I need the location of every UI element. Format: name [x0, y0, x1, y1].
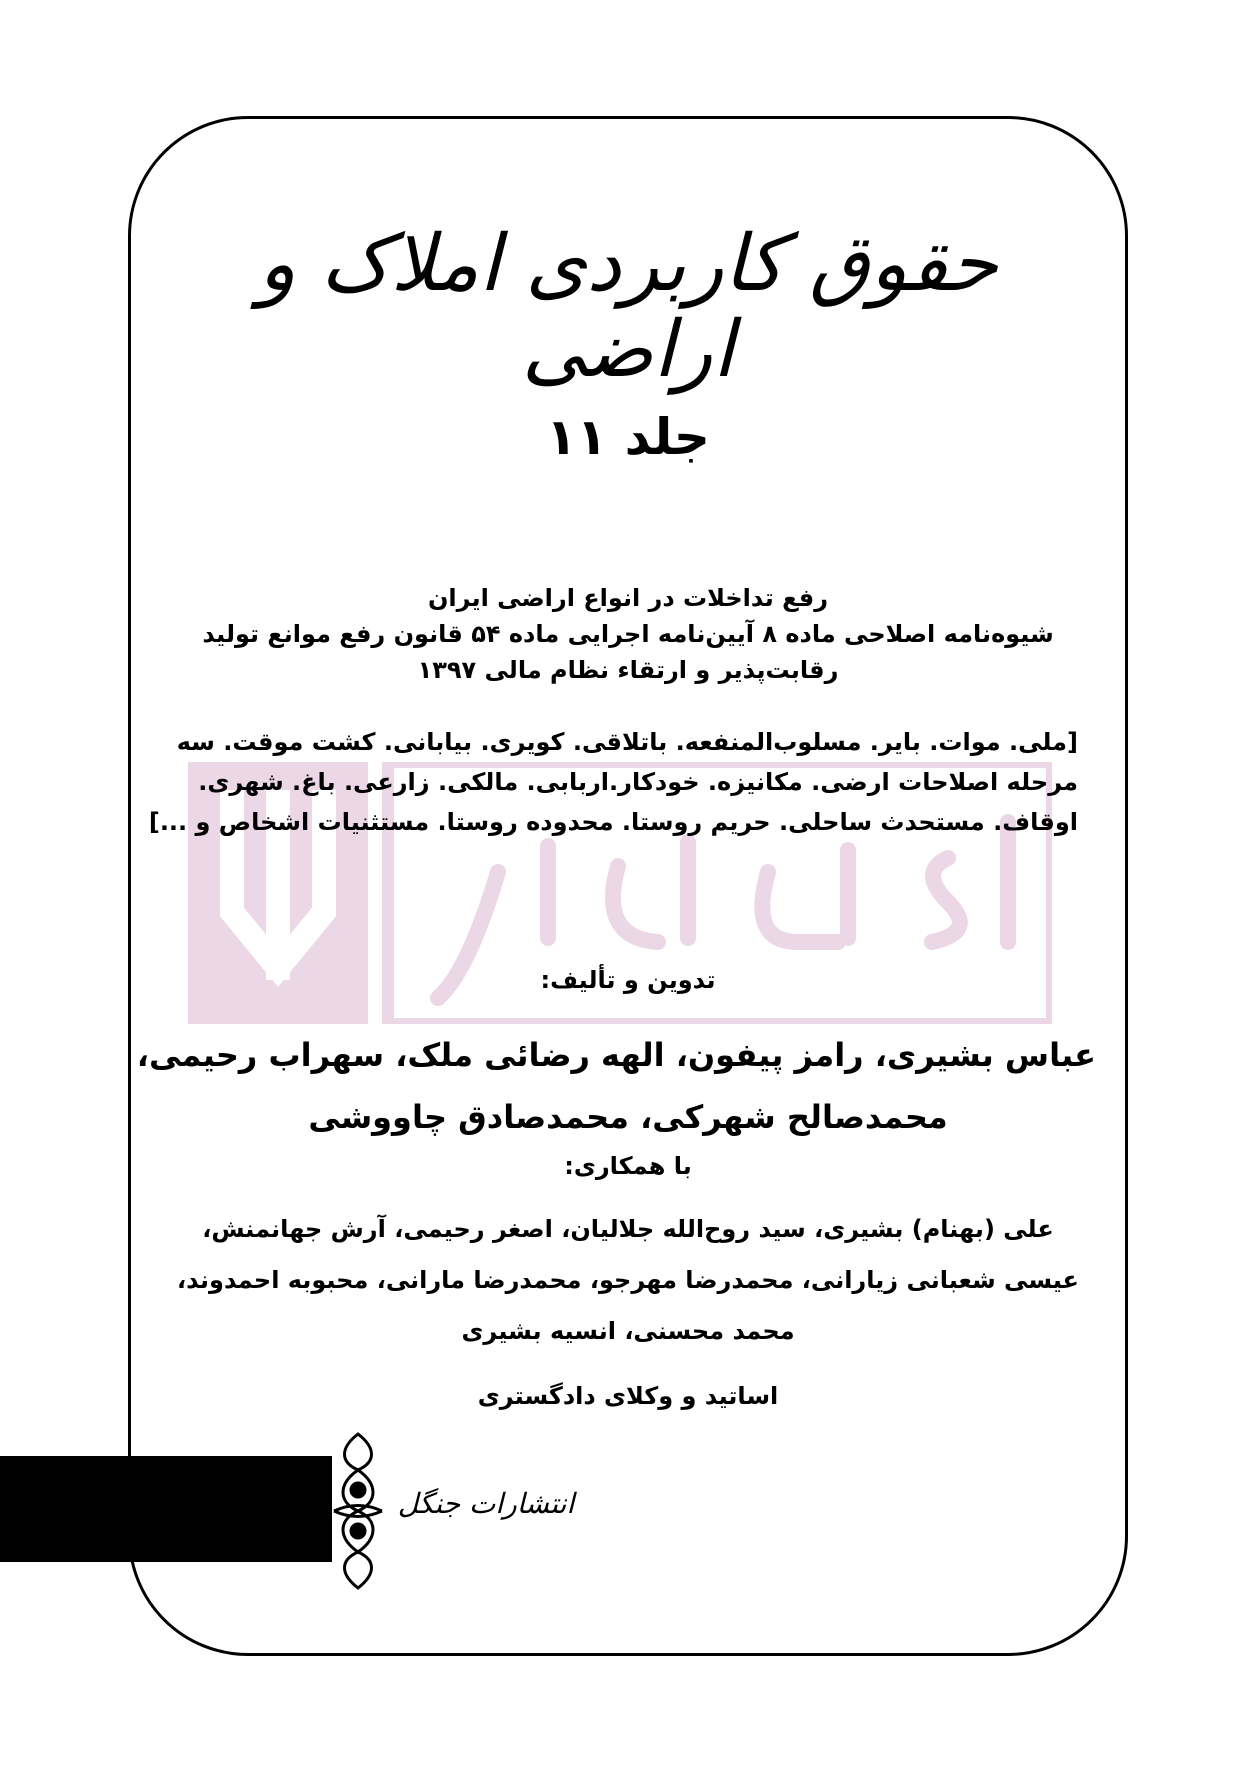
- authors-line: عباس بشیری، رامز پیفون، الهه رضائی ملک، سهراب رحیمی،: [136, 1036, 1096, 1074]
- subtitle-description: [160, 580, 1096, 688]
- authored-by-label: تدوین و تألیف:: [540, 966, 716, 994]
- authors-list: [136, 1024, 1096, 1148]
- land-types-line: مرحله اصلاحات ارضی. مکانیزه. خودکار.اربابی. مالکی. زارعی. باغ. شهری.: [198, 768, 1078, 796]
- collaborators-line: محمد محسنی، انسیه بشیری: [461, 1317, 795, 1345]
- land-types-list: [148, 722, 1078, 842]
- description-line: رفع تداخلات در انواع اراضی ایران: [427, 584, 829, 612]
- description-line: شیوه‌نامه اصلاحی ماده ۸ آیین‌نامه اجرایی ماده ۵۴ قانون رفع موانع تولید: [202, 620, 1054, 648]
- book-title: حقوق کاربردی املاک و اراضی: [258, 219, 998, 395]
- collaboration-label: با همکاری:: [564, 1152, 692, 1180]
- floral-ornament-icon: [330, 1428, 386, 1594]
- black-bar-decoration: [0, 1456, 332, 1562]
- collaborators-line: عیسی شعبانی زیارانی، محمدرضا مهرجو، محمدرضا مارانی، محبوبه احمدوند،: [177, 1266, 1079, 1294]
- collaborators-list: [160, 1204, 1096, 1357]
- land-types-line: [ملی. موات. بایر. مسلوب‌المنفعه. باتلاقی. کویری. بیابانی. کشت موقت. سه: [176, 728, 1078, 756]
- land-types-line: اوقاف. مستحدث ساحلی. حریم روستا. محدوده روستا. مستثنیات اشخاص و ...]: [148, 808, 1078, 836]
- description-line: رقابت‌پذیر و ارتقاء نظام مالی ۱۳۹۷: [417, 656, 839, 684]
- authors-line: محمدصالح شهرکی، محمدصادق چاووشی: [308, 1098, 948, 1136]
- collaborators-line: علی (بهنام) بشیری، سید روح‌الله جلالیان، اصغر رحیمی، آرش جهانمنش،: [202, 1215, 1054, 1243]
- volume-number: جلد ۱۱: [546, 408, 710, 466]
- professors-note: اساتید و وکلای دادگستری: [477, 1382, 779, 1410]
- publisher-name: انتشارات جنگل: [397, 1487, 575, 1520]
